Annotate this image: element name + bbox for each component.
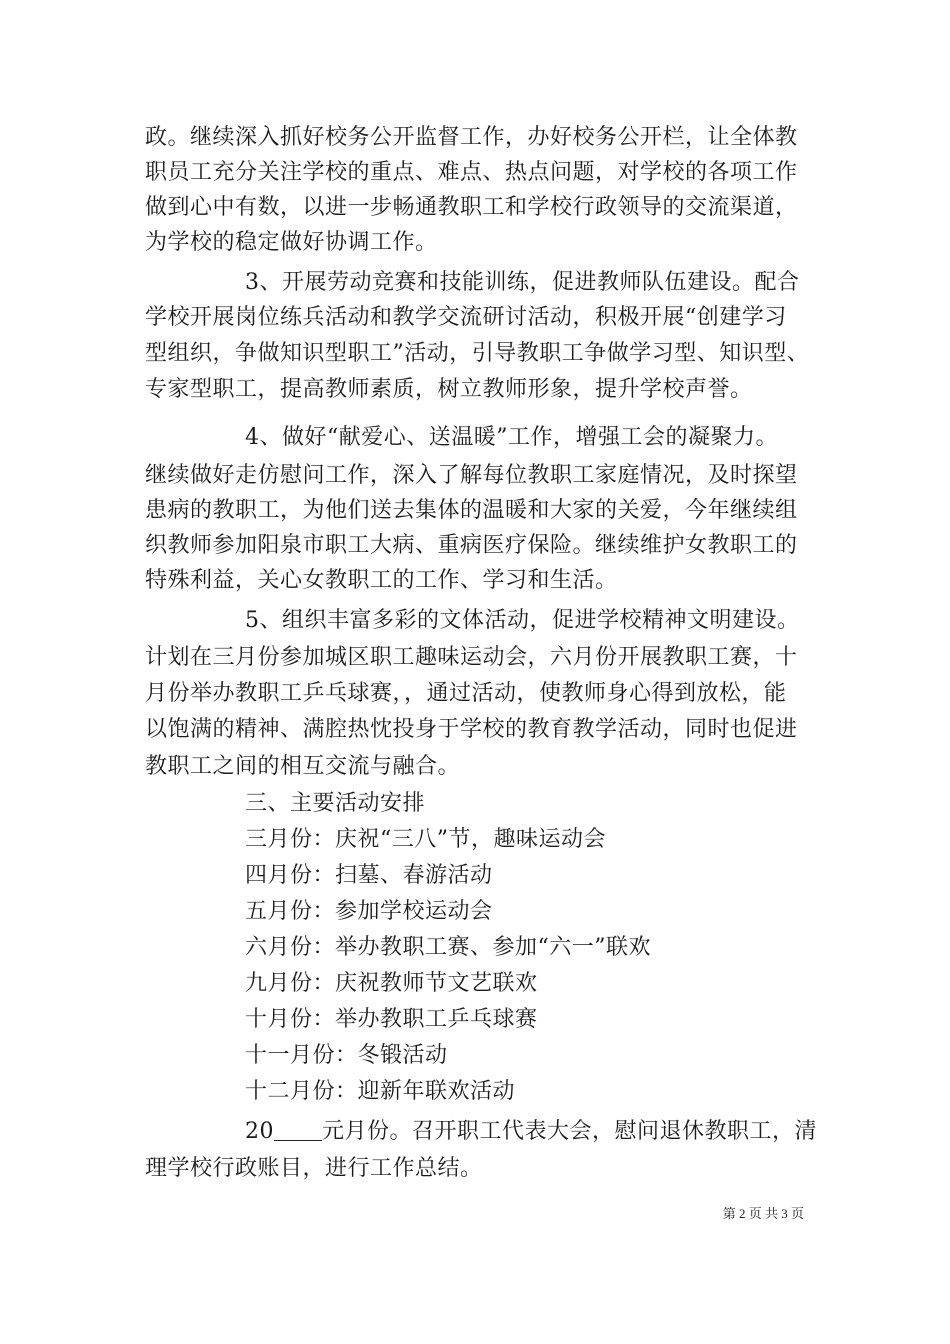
text-line: 做到心中有数，以进一步畅通教职工和学校行政领导的交流渠道，	[145, 195, 798, 220]
text-line: 为学校的稳定做好协调工作。	[145, 230, 438, 255]
text-line: 专家型职工，提高教师素质，树立教师形象，提升学校声誉。	[145, 377, 753, 402]
text-line: 理学校行政账目，进行工作总结。	[145, 1156, 483, 1181]
year-prefix: 20	[245, 1119, 274, 1144]
text-line: 月份举办教职工乒乓球赛，，通过活动，使教师身心得到放松，能	[145, 681, 787, 706]
page-number-footer: 第 2 页 共 3 页	[722, 1206, 804, 1221]
final-text: 元月份。召开职工代表大会，慰问退休教职工，清	[322, 1119, 818, 1144]
text-line: 职员工充分关注学校的重点、难点、热点问题，对学校的各项工作	[145, 160, 798, 185]
text-line: 学校开展岗位练兵活动和教学交流研讨活动，积极开展“创建学习	[145, 305, 787, 330]
text-line: 特殊利益，关心女教职工的工作、学习和生活。	[145, 568, 618, 593]
section-heading: 三、主要活动安排	[245, 791, 426, 816]
schedule-item: 五月份：参加学校运动会	[245, 899, 493, 924]
text-line: 织教师参加阳泉市职工大病、重病医疗保险。继续维护女教职工的	[145, 533, 798, 558]
text-line	[245, 1114, 817, 1150]
schedule-item: 九月份：庆祝教师节文艺联欢	[245, 971, 538, 996]
text-line: 教职工之间的相互交流与融合。	[145, 754, 461, 779]
text-line: 型组织，争做知识型职工”活动，引导教职工争做学习型、知识型、	[145, 341, 810, 366]
text-line: 4、做好“献爱心、送温暖”工作，增强工会的凝聚力。	[245, 425, 778, 450]
text-line: 患病的教职工，为他们送去集体的温暖和大家的关爱，今年继续组	[145, 498, 798, 523]
blank-underline	[274, 1118, 322, 1141]
text-line: 政。继续深入抓好校务公开监督工作，办好校务公开栏，让全体教	[145, 125, 798, 150]
schedule-item: 十二月份：迎新年联欢活动	[245, 1079, 516, 1104]
text-line: 以饱满的精神、满腔热忱投身于学校的教育教学活动，同时也促进	[145, 717, 798, 742]
text-line: 继续做好走仿慰问工作，深入了解每位教职工家庭情况，及时探望	[145, 463, 798, 488]
schedule-item: 十月份：举办教职工乒乓球赛	[245, 1007, 538, 1032]
schedule-item: 四月份：扫墓、春游活动	[245, 863, 493, 888]
schedule-item: 十一月份：冬锻活动	[245, 1043, 448, 1068]
text-line: 计划在三月份参加城区职工趣味运动会，六月份开展教职工赛，十	[145, 645, 798, 670]
schedule-item: 六月份：举办教职工赛、参加“六一”联欢	[245, 935, 651, 960]
schedule-item: 三月份：庆祝“三八”节，趣味运动会	[245, 827, 606, 852]
text-line: 3、开展劳动竞赛和技能训练，促进教师队伍建设。配合	[245, 270, 800, 295]
text-line: 5、组织丰富多彩的文体活动，促进学校精神文明建设。	[245, 608, 800, 633]
